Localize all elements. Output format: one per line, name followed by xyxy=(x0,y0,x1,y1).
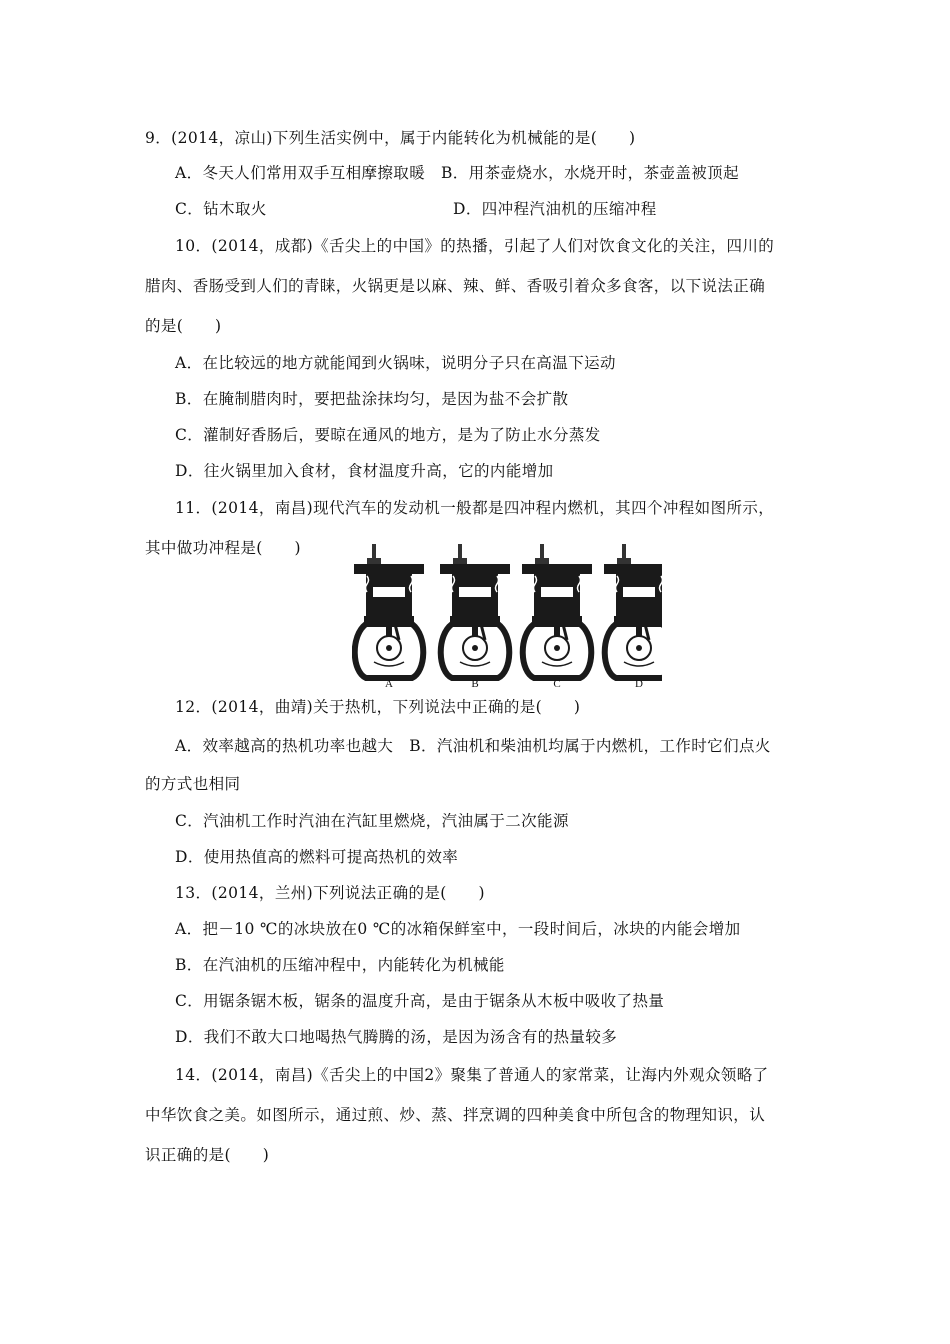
engine-label-c: C xyxy=(553,678,561,690)
q13-stem: 13．(2014，兰州)下列说法正确的是( ) xyxy=(175,884,485,902)
q10-option-c: C．灌制好香肠后，要晾在通风的地方，是为了防止水分蒸发 xyxy=(175,426,601,444)
q11-stem-2: 其中做功冲程是( ) xyxy=(145,539,301,557)
engine-d-image xyxy=(604,544,662,678)
q10-option-d: D．往火锅里加入食材，食材温度升高，它的内能增加 xyxy=(175,462,554,480)
q10-stem-3: 的是( ) xyxy=(145,317,222,335)
q13-option-c: C．用锯条锯木板，锯条的温度升高，是由于锯条从木板中吸收了热量 xyxy=(175,992,665,1010)
q12-option-c: C．汽油机工作时汽油在汽缸里燃烧，汽油属于二次能源 xyxy=(175,812,569,830)
q13-option-a: A．把－10 ℃的冰块放在0 ℃的冰箱保鲜室中，一段时间后，冰块的内能会增加 xyxy=(175,920,741,938)
engine-a-image xyxy=(354,544,424,678)
q12-option-d: D．使用热值高的燃料可提高热机的效率 xyxy=(175,848,459,866)
q10-stem-1: 10．(2014，成都)《舌尖上的中国》的热播，引起了人们对饮食文化的关注，四川的 xyxy=(175,237,775,255)
q10-option-b: B．在腌制腊肉时，要把盐涂抹均匀，是因为盐不会扩散 xyxy=(175,390,569,408)
q12-option-ab: A．效率越高的热机功率也越大 B．汽油机和柴油机均属于内燃机，工作时它们点火 xyxy=(175,737,771,755)
engine-c-image xyxy=(522,544,592,678)
q14-stem-2: 中华饮食之美。如图所示，通过煎、炒、蒸、拌烹调的四种美食中所包含的物理知识，认 xyxy=(145,1106,766,1124)
q13-option-d: D．我们不敢大口地喝热气腾腾的汤，是因为汤含有的热量较多 xyxy=(175,1028,618,1046)
engine-label-b: B xyxy=(471,678,479,690)
engine-label-d: D xyxy=(635,678,643,690)
q10-stem-2: 腊肉、香肠受到人们的青睐，火锅更是以麻、辣、鲜、香吸引着众多食客，以下说法正确 xyxy=(145,277,766,295)
q9-option-c: C．钻木取火 xyxy=(175,200,267,218)
q9-stem: 9．(2014，凉山)下列生活实例中，属于内能转化为机械能的是( ) xyxy=(145,129,636,147)
q11-stem-1: 11．(2014，南昌)现代汽车的发动机一般都是四冲程内燃机，其四个冲程如图所示， xyxy=(175,499,775,517)
q12-option-b-cont: 的方式也相同 xyxy=(145,775,241,793)
q12-stem: 12．(2014，曲靖)关于热机，下列说法中正确的是( ) xyxy=(175,698,581,716)
q14-stem-3: 识正确的是( ) xyxy=(145,1146,270,1164)
engine-label-a: A xyxy=(385,678,393,690)
q14-stem-1: 14．(2014，南昌)《舌尖上的中国2》聚集了普通人的家常菜，让海内外观众领略了 xyxy=(175,1066,769,1084)
engine-stroke-diagram xyxy=(352,540,662,690)
q9-option-ab: A．冬天人们常用双手互相摩擦取暖 B．用茶壶烧水，水烧开时，茶壶盖被顶起 xyxy=(175,164,739,182)
q9-option-d: D．四冲程汽油机的压缩冲程 xyxy=(453,200,657,218)
engine-b-image xyxy=(440,544,510,678)
q13-option-b: B．在汽油机的压缩冲程中，内能转化为机械能 xyxy=(175,956,505,974)
q10-option-a: A．在比较远的地方就能闻到火锅味，说明分子只在高温下运动 xyxy=(175,354,616,372)
